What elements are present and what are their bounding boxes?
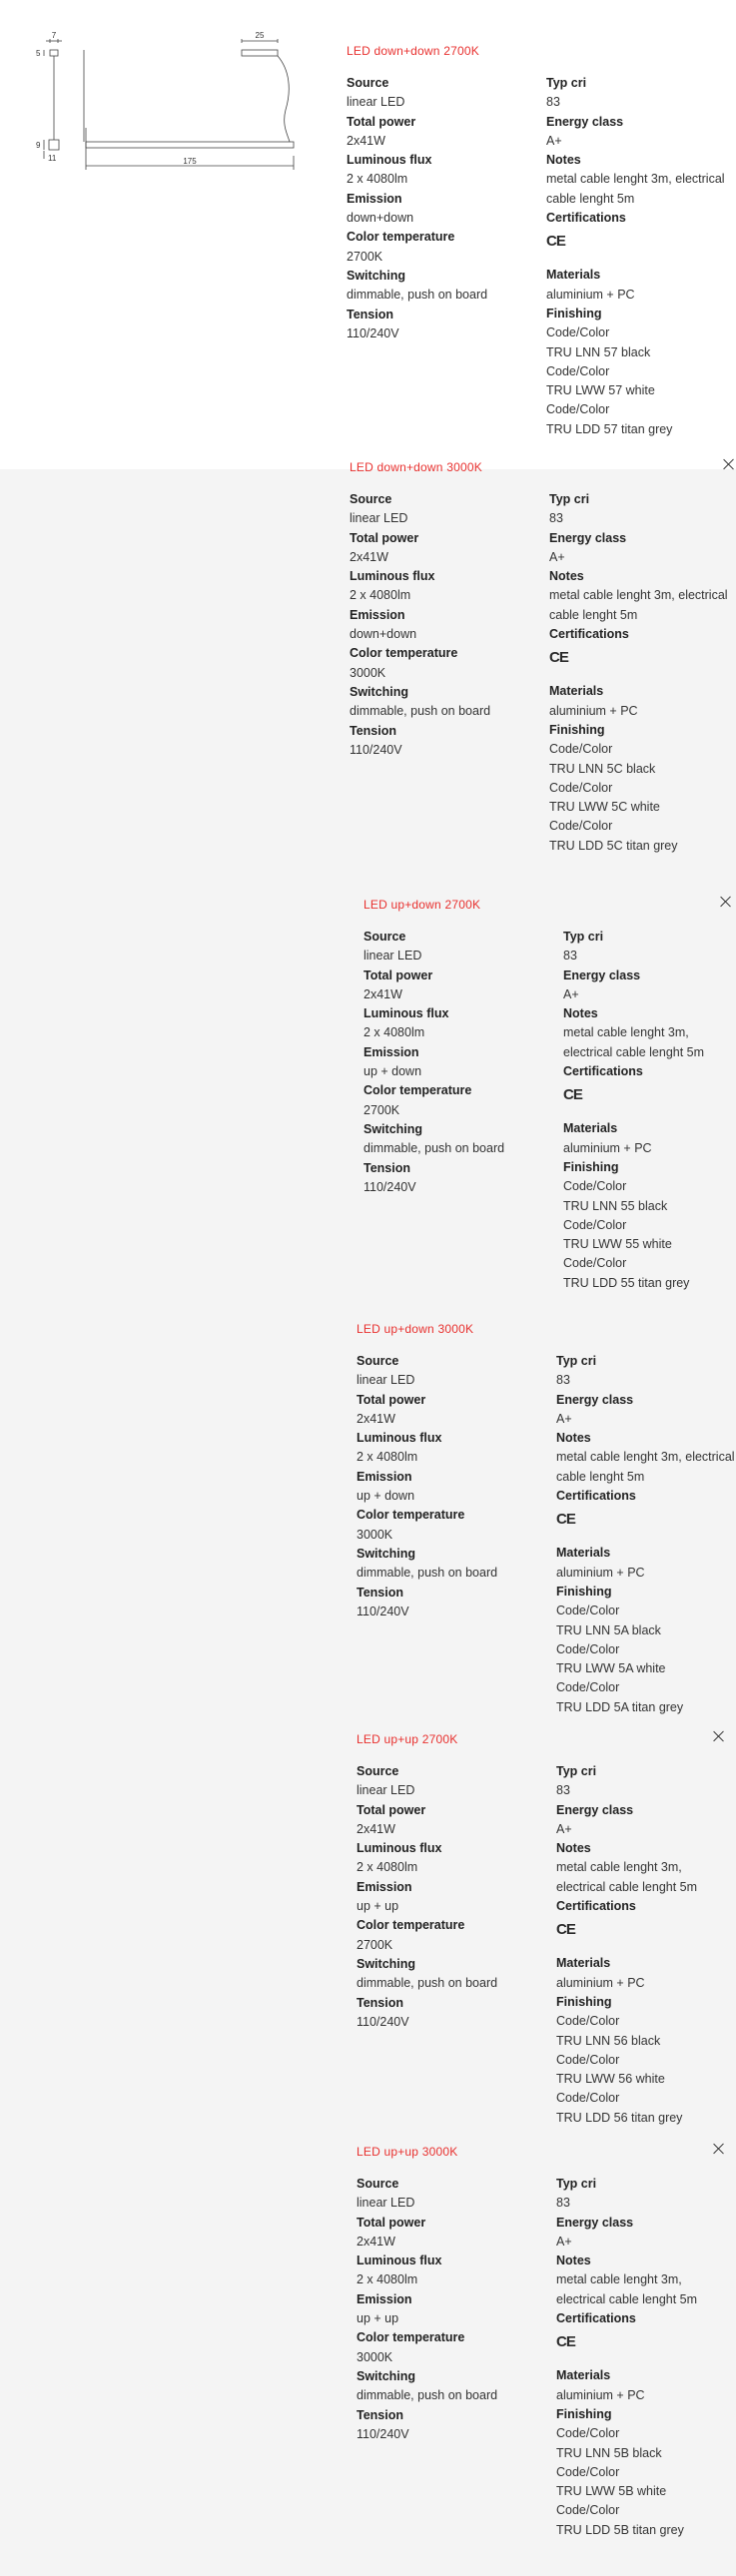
value-emission: up + up: [357, 1899, 399, 1914]
close-icon[interactable]: [718, 894, 734, 910]
label-finishing: Finishing: [556, 1584, 612, 1599]
panel-header: [357, 1726, 729, 1756]
label-color-temperature: Color temperature: [347, 230, 455, 245]
dim-lower-left: 9: [36, 141, 41, 150]
dim-length: 175: [183, 157, 197, 166]
finishing-line: TRU LNN 5B black: [556, 2445, 662, 2460]
finishing-line: Code/Color: [563, 1217, 627, 1232]
label-certifications: Certifications: [546, 211, 626, 226]
finishing-line: Code/Color: [549, 780, 613, 795]
finishing-line: Code/Color: [546, 363, 610, 378]
panel-title: LED up+up 3000K: [357, 2145, 458, 2159]
label-typ-cri: Typ cri: [563, 930, 604, 944]
value-color-temperature: 3000K: [350, 665, 386, 680]
ceiling-cup-left: [50, 50, 58, 56]
finishing-line: Code/Color: [563, 1256, 627, 1271]
label-energy-class: Energy class: [563, 967, 641, 982]
panel-up-up-2700k: [357, 1726, 729, 2128]
value-color-temperature: 2700K: [364, 1102, 400, 1117]
finishing-line: TRU LWW 5C white: [549, 800, 660, 815]
value-color-temperature: 2700K: [347, 249, 383, 264]
finishing-line: Code/Color: [556, 1641, 620, 1656]
label-source: Source: [364, 930, 406, 944]
label-emission: Emission: [364, 1044, 419, 1059]
label-certifications: Certifications: [556, 1899, 636, 1914]
value-materials: aluminium + PC: [546, 287, 635, 302]
value-total-power: 2x41W: [364, 986, 402, 1001]
spec-column-right: [556, 1762, 729, 2128]
label-emission: Emission: [350, 607, 405, 622]
panel-header: [364, 892, 736, 922]
value-tension: 110/240V: [364, 1179, 416, 1194]
label-typ-cri: Typ cri: [549, 492, 590, 506]
finishing-line: Code/Color: [546, 402, 610, 417]
panel-up-down-3000k: [357, 1316, 736, 1717]
value-total-power: 2x41W: [357, 2234, 395, 2249]
value-notes: metal cable lenght 3m, electrical cable lenght 5m: [556, 1860, 698, 1894]
value-notes: metal cable lenght 3m, electrical cable lenght 5m: [549, 588, 728, 622]
label-energy-class: Energy class: [556, 1392, 634, 1407]
value-energy-class: A+: [563, 986, 579, 1001]
finishing-line: TRU LDD 5C titan grey: [549, 838, 678, 853]
label-tension: Tension: [357, 1585, 403, 1600]
ce-mark-icon: CE: [556, 1921, 575, 1939]
spec-column-left: [357, 1352, 556, 1717]
value-total-power: 2x41W: [350, 549, 388, 564]
finishing-line: Code/Color: [556, 2426, 620, 2441]
label-notes: Notes: [556, 1431, 591, 1446]
panel-title: LED up+down 3000K: [357, 1322, 474, 1336]
label-certifications: Certifications: [563, 1064, 643, 1079]
label-tension: Tension: [364, 1160, 410, 1175]
label-finishing: Finishing: [549, 722, 605, 737]
label-materials: Materials: [549, 684, 604, 699]
label-switching: Switching: [347, 268, 406, 283]
value-color-temperature: 3000K: [357, 1527, 393, 1542]
finishing-line: TRU LDD 55 titan grey: [563, 1275, 690, 1290]
finishing-line: Code/Color: [556, 1680, 620, 1695]
label-luminous-flux: Luminous flux: [357, 1431, 442, 1446]
close-icon[interactable]: [711, 1728, 727, 1744]
spec-column-right: [563, 928, 736, 1293]
lamp-body: [86, 142, 294, 148]
finishing-line: TRU LNN 55 black: [563, 1198, 668, 1213]
close-icon[interactable]: [721, 456, 736, 472]
spec-column-left: [350, 490, 549, 856]
ce-mark-icon: CE: [556, 1511, 575, 1529]
label-source: Source: [357, 2177, 399, 2191]
label-energy-class: Energy class: [549, 530, 627, 545]
finishing-line: Code/Color: [549, 819, 613, 834]
panel-header: [357, 1316, 736, 1346]
label-energy-class: Energy class: [556, 2215, 634, 2230]
label-emission: Emission: [357, 2291, 412, 2306]
value-switching: dimmable, push on board: [357, 1566, 498, 1581]
value-emission: up + down: [357, 1489, 415, 1504]
label-tension: Tension: [347, 307, 393, 322]
value-materials: aluminium + PC: [556, 1565, 645, 1580]
label-source: Source: [357, 1354, 399, 1368]
dim-top-right: 25: [255, 31, 265, 40]
finishing-line: TRU LDD 56 titan grey: [556, 2110, 683, 2125]
value-tension: 110/240V: [350, 742, 402, 757]
label-finishing: Finishing: [546, 306, 602, 321]
value-luminous-flux: 2 x 4080lm: [347, 172, 408, 187]
label-switching: Switching: [364, 1121, 423, 1136]
panel-title: LED down+down 2700K: [347, 44, 479, 58]
panel-up-down-2700k: [364, 892, 736, 1293]
label-color-temperature: Color temperature: [364, 1083, 472, 1098]
spec-column-left: [357, 2175, 556, 2540]
label-switching: Switching: [357, 1956, 416, 1971]
label-switching: Switching: [357, 1546, 416, 1561]
value-tension: 110/240V: [347, 325, 399, 340]
ceiling-cup-right: [242, 50, 278, 56]
value-energy-class: A+: [556, 2234, 572, 2249]
label-total-power: Total power: [350, 530, 419, 545]
label-typ-cri: Typ cri: [556, 2177, 597, 2191]
close-icon[interactable]: [711, 2141, 727, 2157]
spec-column-right: [556, 1352, 736, 1717]
finishing-line: Code/Color: [556, 1604, 620, 1618]
finishing-line: TRU LWW 5B white: [556, 2484, 667, 2499]
label-emission: Emission: [347, 191, 402, 206]
panel-title: LED down+down 3000K: [350, 460, 482, 474]
value-total-power: 2x41W: [347, 133, 385, 148]
value-energy-class: A+: [556, 1411, 572, 1426]
ce-mark-icon: CE: [549, 649, 568, 667]
label-typ-cri: Typ cri: [546, 76, 587, 90]
value-typ-cri: 83: [556, 2196, 570, 2211]
ce-mark-icon: CE: [563, 1086, 582, 1104]
label-materials: Materials: [546, 268, 601, 283]
label-materials: Materials: [556, 1956, 611, 1971]
label-switching: Switching: [350, 684, 409, 699]
value-total-power: 2x41W: [357, 1821, 395, 1836]
label-notes: Notes: [556, 1841, 591, 1856]
label-finishing: Finishing: [563, 1159, 619, 1174]
value-switching: dimmable, push on board: [357, 2388, 498, 2403]
finishing-line: TRU LNN 56 black: [556, 2033, 661, 2048]
finishing-line: TRU LWW 56 white: [556, 2072, 665, 2087]
finishing-line: TRU LDD 5B titan grey: [556, 2522, 684, 2537]
panel-up-up-3000k: [357, 2139, 729, 2540]
value-notes: metal cable lenght 3m, electrical cable lenght 5m: [556, 2272, 698, 2306]
dim-top-left: 7: [51, 31, 57, 40]
value-luminous-flux: 2 x 4080lm: [357, 1450, 418, 1465]
value-materials: aluminium + PC: [556, 1975, 645, 1990]
value-typ-cri: 83: [546, 95, 560, 110]
label-tension: Tension: [357, 1995, 403, 2010]
value-emission: up + up: [357, 2311, 399, 2326]
label-switching: Switching: [357, 2368, 416, 2383]
spec-column-left: [357, 1762, 556, 2128]
value-source: linear LED: [364, 949, 422, 964]
dim-lower-small: 11: [48, 154, 57, 163]
label-materials: Materials: [563, 1121, 618, 1136]
label-total-power: Total power: [347, 114, 416, 129]
label-certifications: Certifications: [556, 1489, 636, 1504]
panel-down-down-3000k: [350, 454, 736, 856]
panel-down-down-2700k: [347, 38, 736, 439]
value-luminous-flux: 2 x 4080lm: [364, 1025, 425, 1040]
label-notes: Notes: [546, 153, 581, 168]
value-switching: dimmable, push on board: [357, 1976, 498, 1991]
label-source: Source: [350, 492, 392, 506]
finishing-line: Code/Color: [556, 2014, 620, 2029]
panel-header: [347, 38, 736, 68]
value-typ-cri: 83: [556, 1783, 570, 1798]
value-emission: down+down: [347, 211, 414, 226]
label-total-power: Total power: [364, 967, 433, 982]
spec-column-right: [556, 2175, 729, 2540]
label-typ-cri: Typ cri: [556, 1354, 597, 1368]
label-tension: Tension: [357, 2407, 403, 2422]
finishing-line: TRU LDD 57 titan grey: [546, 421, 673, 436]
label-color-temperature: Color temperature: [357, 1508, 465, 1523]
label-notes: Notes: [556, 2254, 591, 2268]
label-luminous-flux: Luminous flux: [357, 1841, 442, 1856]
label-typ-cri: Typ cri: [556, 1764, 597, 1778]
dim-left-side: 5: [36, 49, 41, 58]
label-total-power: Total power: [357, 1802, 426, 1817]
finishing-line: Code/Color: [556, 2503, 620, 2518]
label-source: Source: [357, 1764, 399, 1778]
spec-column-right: [549, 490, 736, 856]
value-emission: down+down: [350, 627, 417, 642]
value-source: linear LED: [350, 511, 408, 526]
finishing-line: Code/Color: [546, 325, 610, 340]
value-tension: 110/240V: [357, 1604, 409, 1618]
label-color-temperature: Color temperature: [357, 2330, 465, 2345]
ce-mark-icon: CE: [556, 2333, 575, 2351]
value-emission: up + down: [364, 1064, 422, 1079]
finishing-line: Code/Color: [556, 2091, 620, 2106]
value-source: linear LED: [347, 95, 405, 110]
label-materials: Materials: [556, 2368, 611, 2383]
label-total-power: Total power: [357, 1392, 426, 1407]
label-luminous-flux: Luminous flux: [357, 2254, 442, 2268]
value-typ-cri: 83: [556, 1373, 570, 1388]
value-energy-class: A+: [556, 1821, 572, 1836]
value-color-temperature: 3000K: [357, 2349, 393, 2364]
value-luminous-flux: 2 x 4080lm: [357, 2272, 418, 2287]
label-finishing: Finishing: [556, 2406, 612, 2421]
value-source: linear LED: [357, 1373, 415, 1388]
value-notes: metal cable lenght 3m, electrical cable lenght 5m: [556, 1450, 735, 1484]
technical-drawing: [20, 30, 310, 180]
value-materials: aluminium + PC: [556, 2387, 645, 2402]
finishing-line: TRU LDD 5A titan grey: [556, 1699, 684, 1714]
spec-column-right: [546, 74, 736, 439]
value-notes: metal cable lenght 3m, electrical cable lenght 5m: [563, 1025, 705, 1059]
label-emission: Emission: [357, 1469, 412, 1484]
value-source: linear LED: [357, 1783, 415, 1798]
spec-column-left: [364, 928, 563, 1293]
finishing-line: TRU LWW 5A white: [556, 1661, 666, 1676]
value-typ-cri: 83: [563, 949, 577, 964]
finishing-line: TRU LNN 5C black: [549, 761, 656, 776]
value-switching: dimmable, push on board: [350, 704, 491, 719]
value-typ-cri: 83: [549, 511, 563, 526]
finishing-line: TRU LWW 55 white: [563, 1237, 672, 1252]
label-tension: Tension: [350, 723, 396, 738]
finishing-line: Code/Color: [563, 1179, 627, 1194]
value-total-power: 2x41W: [357, 1411, 395, 1426]
finishing-line: Code/Color: [556, 2052, 620, 2067]
value-materials: aluminium + PC: [563, 1140, 652, 1155]
panel-title: LED up+up 2700K: [357, 1732, 458, 1746]
finishing-line: Code/Color: [549, 742, 613, 757]
finishing-line: TRU LNN 57 black: [546, 344, 651, 359]
panel-header: [350, 454, 736, 484]
finishing-line: Code/Color: [556, 2464, 620, 2479]
finishing-line: TRU LNN 5A black: [556, 1622, 661, 1637]
ce-mark-icon: CE: [546, 233, 565, 251]
value-luminous-flux: 2 x 4080lm: [357, 1860, 418, 1875]
value-tension: 110/240V: [357, 2014, 409, 2029]
label-luminous-flux: Luminous flux: [364, 1006, 449, 1021]
value-switching: dimmable, push on board: [364, 1141, 505, 1156]
label-color-temperature: Color temperature: [357, 1918, 465, 1933]
value-energy-class: A+: [546, 133, 562, 148]
label-luminous-flux: Luminous flux: [350, 569, 435, 584]
value-source: linear LED: [357, 2196, 415, 2211]
label-finishing: Finishing: [556, 1994, 612, 2009]
value-energy-class: A+: [549, 549, 565, 564]
value-notes: metal cable lenght 3m, electrical cable lenght 5m: [546, 172, 725, 206]
value-luminous-flux: 2 x 4080lm: [350, 588, 411, 603]
label-certifications: Certifications: [549, 627, 629, 642]
label-certifications: Certifications: [556, 2311, 636, 2326]
panel-header: [357, 2139, 729, 2169]
label-materials: Materials: [556, 1546, 611, 1561]
cable-right: [278, 56, 290, 142]
label-energy-class: Energy class: [546, 114, 624, 129]
spec-column-left: [347, 74, 546, 439]
label-color-temperature: Color temperature: [350, 646, 458, 661]
value-switching: dimmable, push on board: [347, 288, 488, 303]
label-emission: Emission: [357, 1879, 412, 1894]
finishing-line: TRU LWW 57 white: [546, 383, 655, 398]
value-color-temperature: 2700K: [357, 1937, 393, 1952]
label-energy-class: Energy class: [556, 1802, 634, 1817]
label-notes: Notes: [549, 569, 584, 584]
label-luminous-flux: Luminous flux: [347, 153, 432, 168]
panel-title: LED up+down 2700K: [364, 898, 481, 912]
value-tension: 110/240V: [357, 2426, 409, 2441]
label-notes: Notes: [563, 1006, 598, 1021]
label-total-power: Total power: [357, 2215, 426, 2230]
value-materials: aluminium + PC: [549, 703, 638, 718]
label-source: Source: [347, 76, 389, 90]
